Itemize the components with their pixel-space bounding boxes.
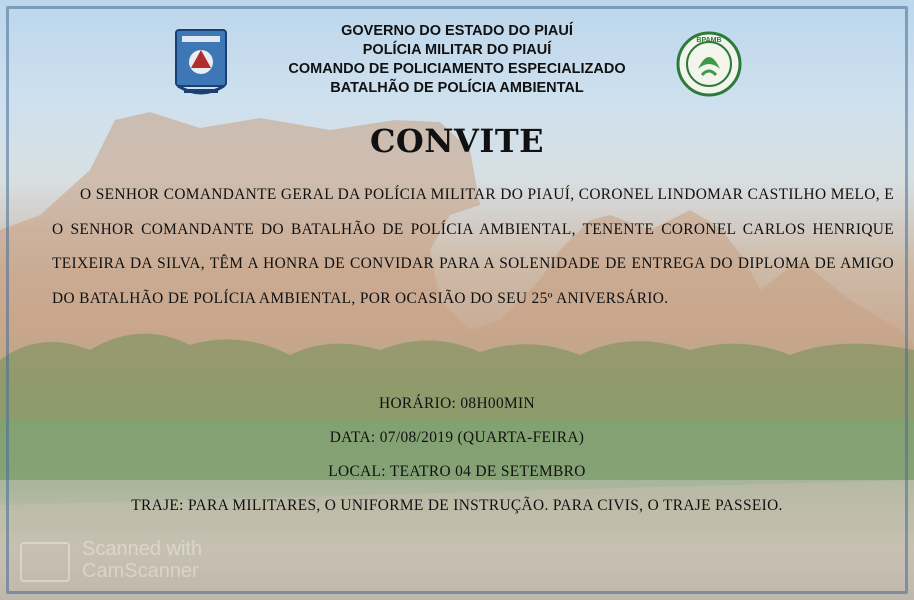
camscanner-logo-icon bbox=[20, 542, 70, 582]
event-dress-code: TRAJE: PARA MILITARES, O UNIFORME DE INSTRUÇÃO. PARA CIVIS, O TRAJE PASSEIO. bbox=[131, 497, 783, 514]
event-location: LOCAL: TEATRO 04 DE SETEMBRO bbox=[328, 463, 586, 480]
header-police: POLÍCIA MILITAR DO PIAUÍ bbox=[362, 42, 552, 58]
watermark-line-2: CamScanner bbox=[82, 560, 199, 582]
seal-text: BPAMB bbox=[696, 37, 722, 44]
invitation-text: O SENHOR COMANDANTE GERAL DA POLÍCIA MILITAR DO PIAUÍ, CORONEL LINDOMAR CASTILHO MELO, E O SENHOR COMANDANTE DO BATALHÃO DE POLÍCIA AMBIENTAL, TENENTE CORONEL CARLOS HENRIQUE TEIXEIRA DA SILVA, TÊM A HONRA DE CONVIDAR PARA A SOLENIDADE DE ENTREGA DO DIPLOMA DE AMIGO DO BATALHÃO DE POLÍCIA AMBIENTAL, POR OCASIÃO DO SEU 25º ANIVERSÁRIO. bbox=[52, 186, 894, 307]
header-government: GOVERNO DO ESTADO DO PIAUÍ bbox=[341, 23, 573, 39]
header-battalion: BATALHÃO DE POLÍCIA AMBIENTAL bbox=[330, 80, 584, 96]
event-date: DATA: 07/08/2019 (QUARTA-FEIRA) bbox=[329, 429, 585, 446]
event-time: HORÁRIO: 08H00MIN bbox=[378, 395, 535, 412]
scanner-watermark bbox=[20, 538, 225, 582]
page-title: CONVITE bbox=[369, 122, 545, 160]
watermark-line-1: Scanned with bbox=[82, 538, 203, 560]
header bbox=[0, 22, 914, 98]
header-command: COMANDO DE POLICIAMENTO ESPECIALIZADO bbox=[288, 61, 626, 77]
